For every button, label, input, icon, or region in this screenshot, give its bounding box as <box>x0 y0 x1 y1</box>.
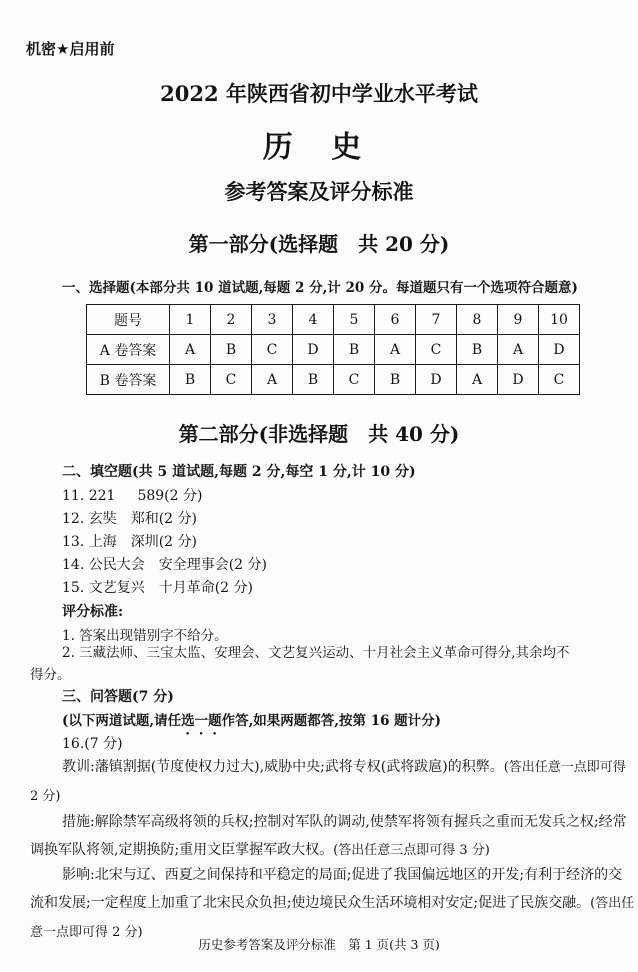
table-cell: B <box>457 335 498 365</box>
table-cell: B <box>293 365 334 395</box>
table-cell: 4 <box>293 305 334 335</box>
fill-answer-13 <box>62 531 197 551</box>
answer-b: 郑和(2 分) <box>130 511 197 527</box>
table-cell: 10 <box>539 305 580 335</box>
table-cell: A <box>498 335 539 365</box>
answer-number: 15. <box>62 580 85 596</box>
qa-instruction: (以下两道试题,请任选一题作答,如果两题都答,按第 16 题计分) <box>62 713 442 729</box>
table-row <box>87 335 580 365</box>
part2-title: 第二部分(非选择题 共 40 分) <box>178 422 460 446</box>
answer-number: 12. <box>62 511 85 527</box>
table-cell: 5 <box>334 305 375 335</box>
answer-table <box>86 304 580 395</box>
table-cell: C <box>211 365 252 395</box>
answer-a: 公民大会 <box>88 557 145 573</box>
table-cell: C <box>334 365 375 395</box>
qa-section-heading: 三、问答题(7 分) <box>62 689 174 705</box>
table-cell: D <box>498 365 539 395</box>
choice-section-heading: 一、选择题(本部分共 10 道试题,每题 2 分,计 20 分。每道题只有一个选项符合题意) <box>62 280 578 296</box>
exam-title: 2022 年陕西省初中学业水平考试 <box>160 81 478 106</box>
table-cell: B <box>375 365 416 395</box>
table-cell: 6 <box>375 305 416 335</box>
criteria-item-2-cont: 得分。 <box>30 667 71 683</box>
answer-b: 589(2 分) <box>137 488 203 504</box>
table-cell: D <box>416 365 457 395</box>
emphasis-text: 选一题 <box>181 713 222 729</box>
table-cell: C <box>252 335 293 365</box>
table-row-label: A 卷答案 <box>87 335 170 365</box>
confidential-label: 机密★启用前 <box>26 40 115 58</box>
table-row <box>87 365 580 395</box>
table-cell: B <box>211 335 252 365</box>
lesson-text: 教训:藩镇割据(节度使权力过大),威胁中央;武将专权(武将跋扈)的积弊。 <box>62 759 504 775</box>
impact-text: 影响:北宋与辽、西夏之间保持和平稳定的局面;促进了我国偏远地区的开发;有利于经济的交流和发展;一定程度上加重了北宋民众负担;使边境民众生活环境相对安定;促进了民族交融。 <box>30 867 623 911</box>
table-cell: 1 <box>170 305 211 335</box>
page-footer: 历史参考答案及评分标准 第 1 页(共 3 页) <box>198 937 440 952</box>
impact-score-note: (答出任意一点即可得 2 分) <box>30 896 635 940</box>
lesson-paragraph <box>30 753 636 811</box>
measures-score-note: (答出任意三点即可得 3 分) <box>333 843 490 858</box>
table-cell: 2 <box>211 305 252 335</box>
fill-answer-14 <box>62 554 267 574</box>
answer-b: 十月革命(2 分) <box>158 580 253 596</box>
table-cell: C <box>416 335 457 365</box>
table-cell: B <box>334 335 375 365</box>
subject-title: 历 史 <box>262 130 376 165</box>
answer-a: 上海 <box>88 534 117 550</box>
table-row-label: B 卷答案 <box>87 365 170 395</box>
criteria-item-2: 2. 三藏法师、三宝太监、安理会、文艺复兴运动、十月社会主义革命可得分,其余均不 <box>62 645 570 661</box>
answer-b: 深圳(2 分) <box>130 534 197 550</box>
table-row <box>87 305 580 335</box>
lesson-score-note: (答出任意一点即可得 2 分) <box>30 760 626 804</box>
fill-section-heading: 二、填空题(共 5 道试题,每题 2 分,每空 1 分,计 10 分) <box>62 464 416 480</box>
answer-b: 安全理事会(2 分) <box>158 557 267 573</box>
table-cell: 7 <box>416 305 457 335</box>
table-cell: A <box>170 335 211 365</box>
table-header-label: 题号 <box>87 305 170 335</box>
fill-answer-11 <box>62 485 202 505</box>
table-cell: 8 <box>457 305 498 335</box>
table-cell: D <box>293 335 334 365</box>
table-cell: A <box>375 335 416 365</box>
answer-number: 14. <box>62 557 85 573</box>
answer-a: 玄奘 <box>88 511 117 527</box>
table-cell: A <box>252 365 293 395</box>
document-title: 参考答案及评分标准 <box>224 179 414 204</box>
answer-a: 文艺复兴 <box>88 580 145 596</box>
table-cell: C <box>539 365 580 395</box>
question-16-label: 16.(7 分) <box>62 736 123 752</box>
table-cell: 9 <box>498 305 539 335</box>
fill-answer-12 <box>62 508 197 528</box>
measures-text: 措施:解除禁军高级将领的兵权;控制对军队的调动,使禁军将领有握兵之重而无发兵之权;经常调换军队将领,定期换防;重用文臣掌握军政大权。 <box>30 814 627 858</box>
table-cell: 3 <box>252 305 293 335</box>
table-cell: A <box>457 365 498 395</box>
answer-number: 13. <box>62 534 85 550</box>
table-cell: B <box>170 365 211 395</box>
fill-answer-15 <box>62 577 253 597</box>
answer-a: 221 <box>88 488 116 504</box>
table-cell: D <box>539 335 580 365</box>
part1-title: 第一部分(选择题 共 20 分) <box>188 232 450 256</box>
criteria-item-1: 1. 答案出现错别字不给分。 <box>62 628 228 644</box>
answer-number: 11. <box>62 488 85 504</box>
criteria-title: 评分标准: <box>62 604 124 620</box>
measures-paragraph <box>30 808 636 865</box>
